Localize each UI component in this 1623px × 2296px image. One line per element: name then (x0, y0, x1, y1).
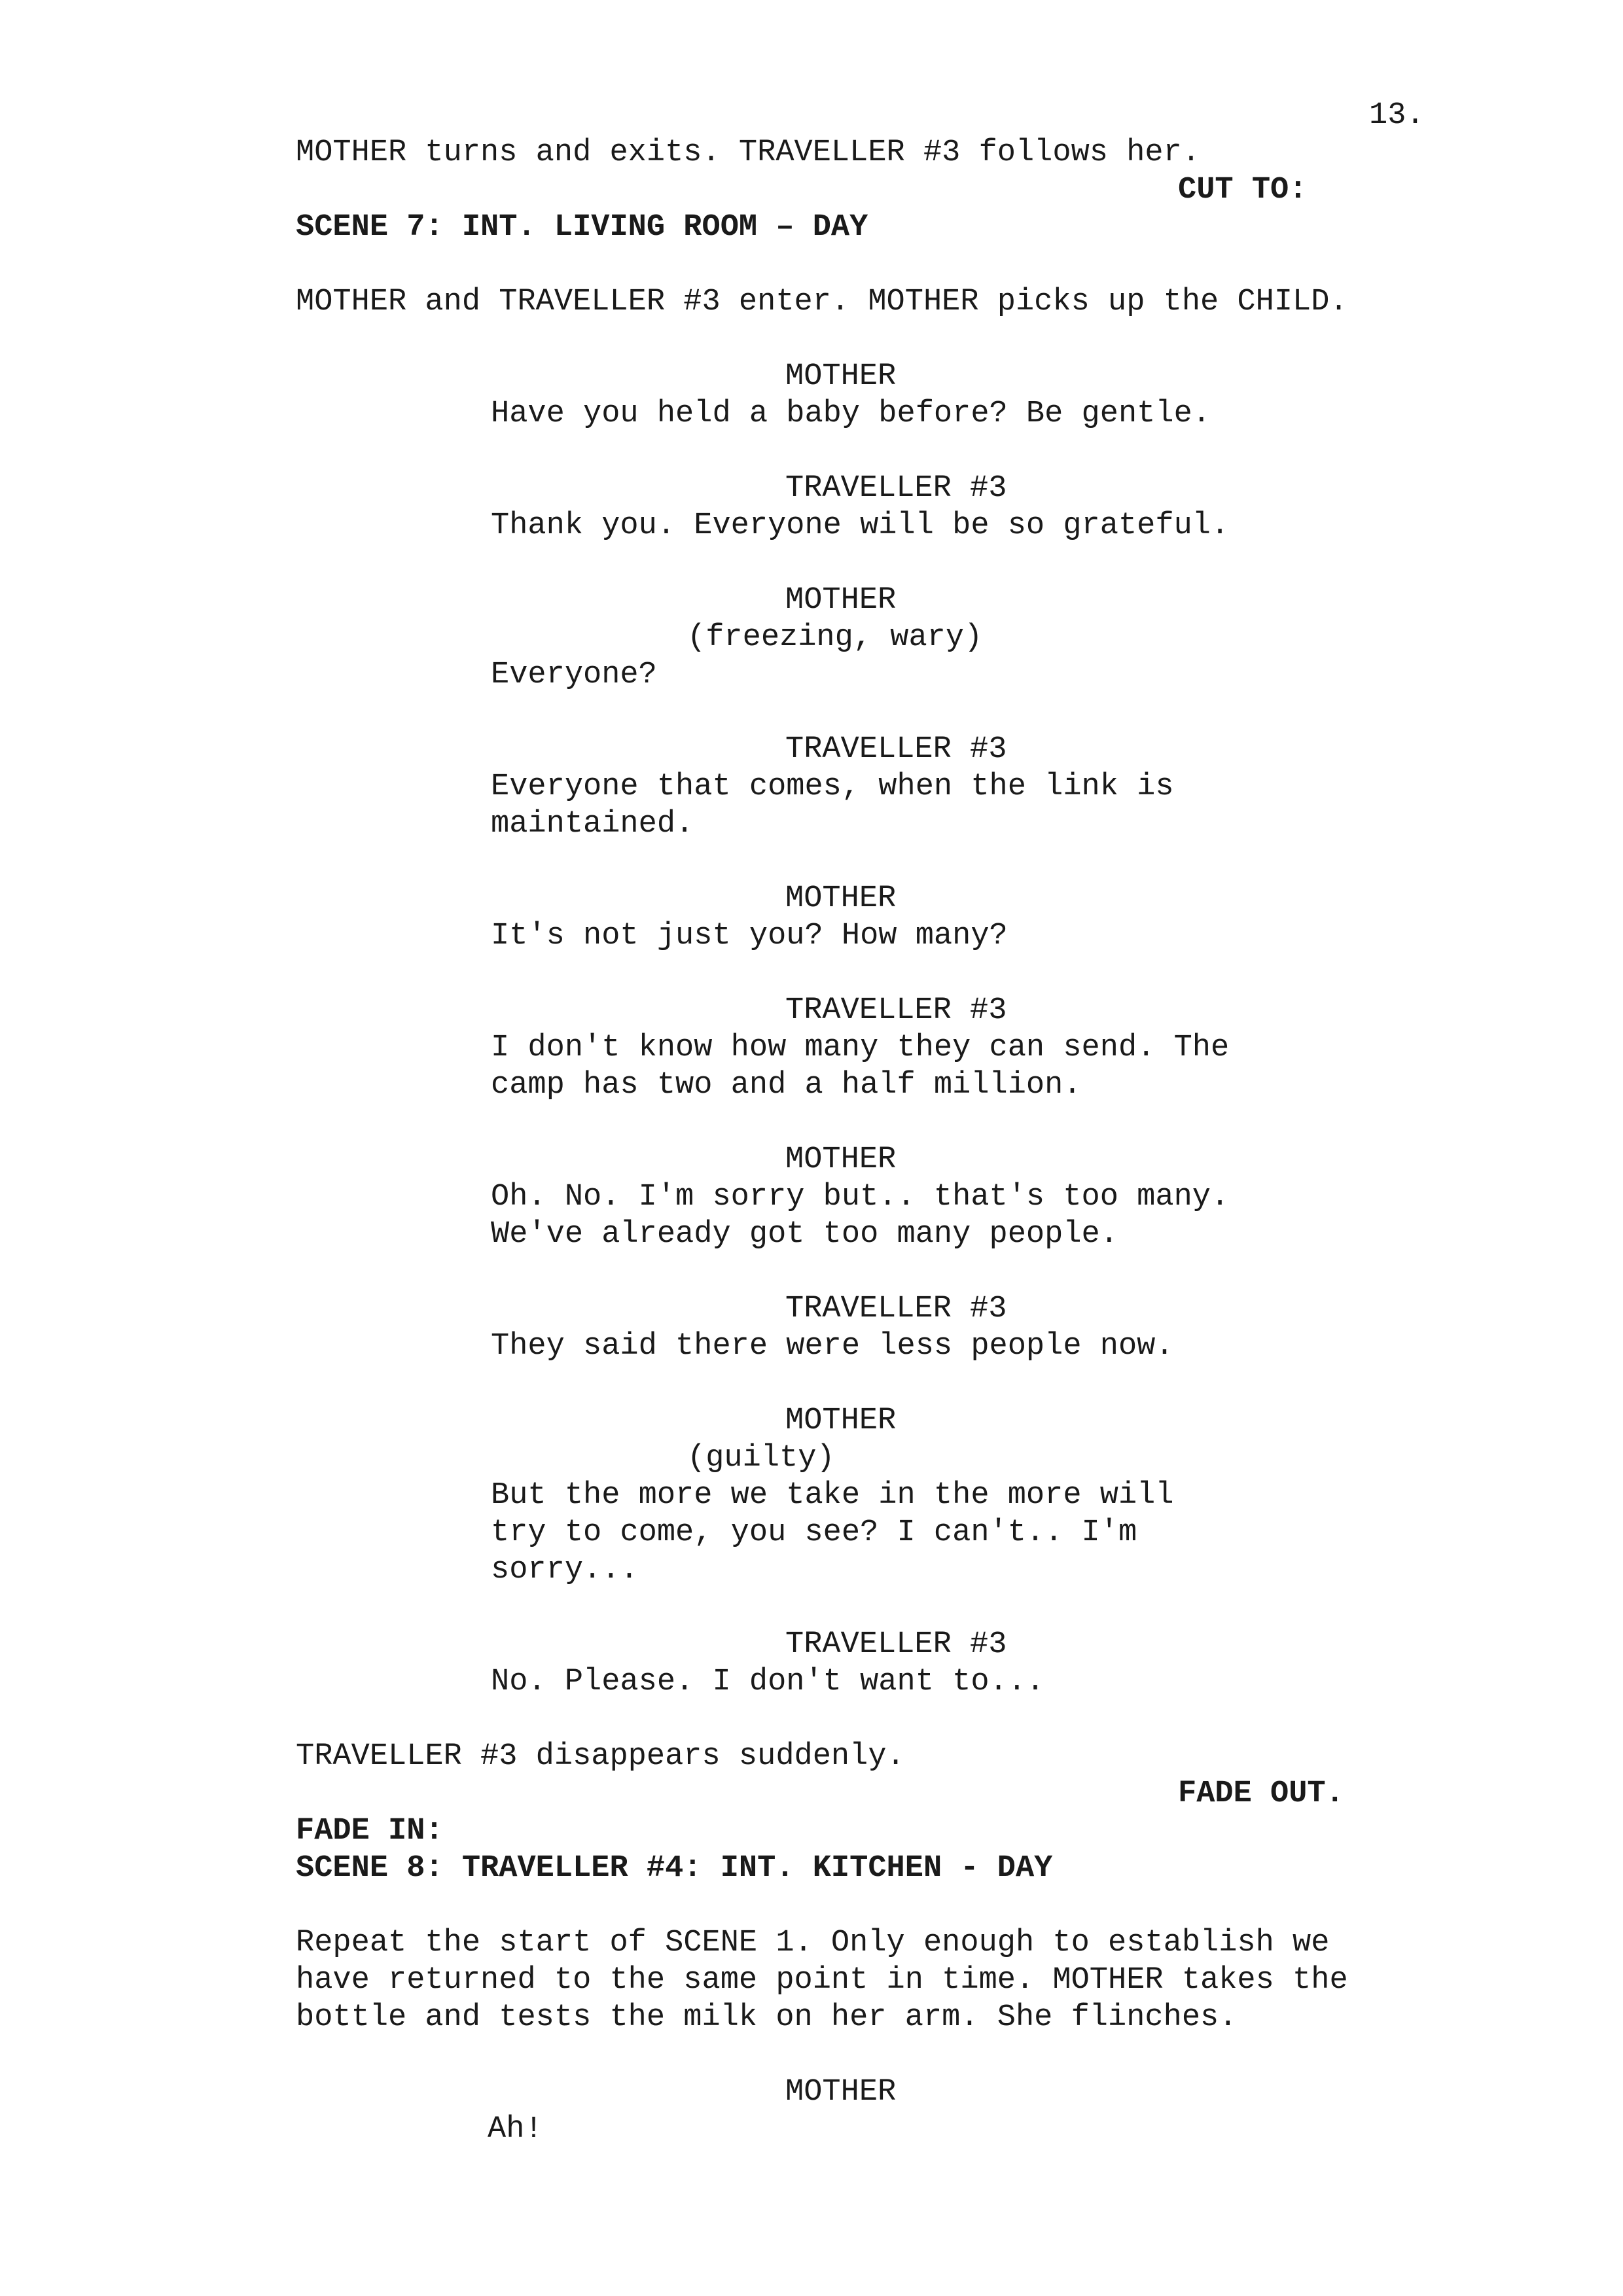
transition-cut-to: CUT TO: (1178, 173, 1308, 207)
parenthetical: (guilty) (687, 1441, 835, 1475)
parenthetical: (freezing, wary) (687, 620, 983, 655)
dialogue-line: Ah! (488, 2112, 543, 2147)
character-name: MOTHER (785, 1142, 897, 1177)
dialogue-line: It's not just you? How many? (491, 919, 1008, 953)
character-name: MOTHER (785, 881, 897, 916)
dialogue-line: camp has two and a half million. (491, 1068, 1082, 1103)
action-line: MOTHER turns and exits. TRAVELLER #3 follows her. (296, 135, 1201, 170)
action-line: Repeat the start of SCENE 1. Only enough to establish we (296, 1926, 1330, 1960)
dialogue-line: try to come, you see? I can't.. I'm (491, 1515, 1137, 1550)
character-name: TRAVELLER #3 (785, 1292, 1007, 1326)
character-name: TRAVELLER #3 (785, 993, 1007, 1028)
character-name: MOTHER (785, 1404, 897, 1438)
action-line: MOTHER and TRAVELLER #3 enter. MOTHER picks up the CHILD. (296, 285, 1348, 319)
scene-heading: SCENE 7: INT. LIVING ROOM – DAY (296, 210, 868, 245)
dialogue-line: I don't know how many they can send. The (491, 1031, 1230, 1065)
dialogue-line: Oh. No. I'm sorry but.. that's too many. (491, 1180, 1230, 1214)
dialogue-line: Thank you. Everyone will be so grateful. (491, 508, 1230, 543)
character-name: MOTHER (785, 359, 897, 394)
transition-fade-in: FADE IN: (296, 1814, 444, 1848)
character-name: TRAVELLER #3 (785, 471, 1007, 506)
dialogue-line: No. Please. I don't want to... (491, 1665, 1045, 1699)
dialogue-line: We've already got too many people. (491, 1217, 1118, 1252)
page-number: 13. (1369, 98, 1425, 133)
character-name: MOTHER (785, 2075, 897, 2110)
dialogue-line: Everyone? (491, 658, 657, 692)
character-name: MOTHER (785, 583, 897, 618)
action-line: TRAVELLER #3 disappears suddenly. (296, 1739, 905, 1774)
character-name: TRAVELLER #3 (785, 732, 1007, 767)
dialogue-line: maintained. (491, 807, 694, 841)
action-line: have returned to the same point in time. MOTHER takes the (296, 1963, 1348, 1998)
dialogue-line: But the more we take in the more will (491, 1478, 1174, 1513)
scene-heading: SCENE 8: TRAVELLER #4: INT. KITCHEN - DAY (296, 1851, 1053, 1886)
dialogue-line: Have you held a baby before? Be gentle. (491, 397, 1211, 431)
dialogue-line: They said there were less people now. (491, 1329, 1174, 1364)
dialogue-line: sorry... (491, 1553, 639, 1587)
transition-fade-out: FADE OUT. (1178, 1776, 1344, 1811)
dialogue-line: Everyone that comes, when the link is (491, 769, 1174, 804)
character-name: TRAVELLER #3 (785, 1627, 1007, 1662)
action-line: bottle and tests the milk on her arm. She flinches. (296, 2000, 1238, 2035)
